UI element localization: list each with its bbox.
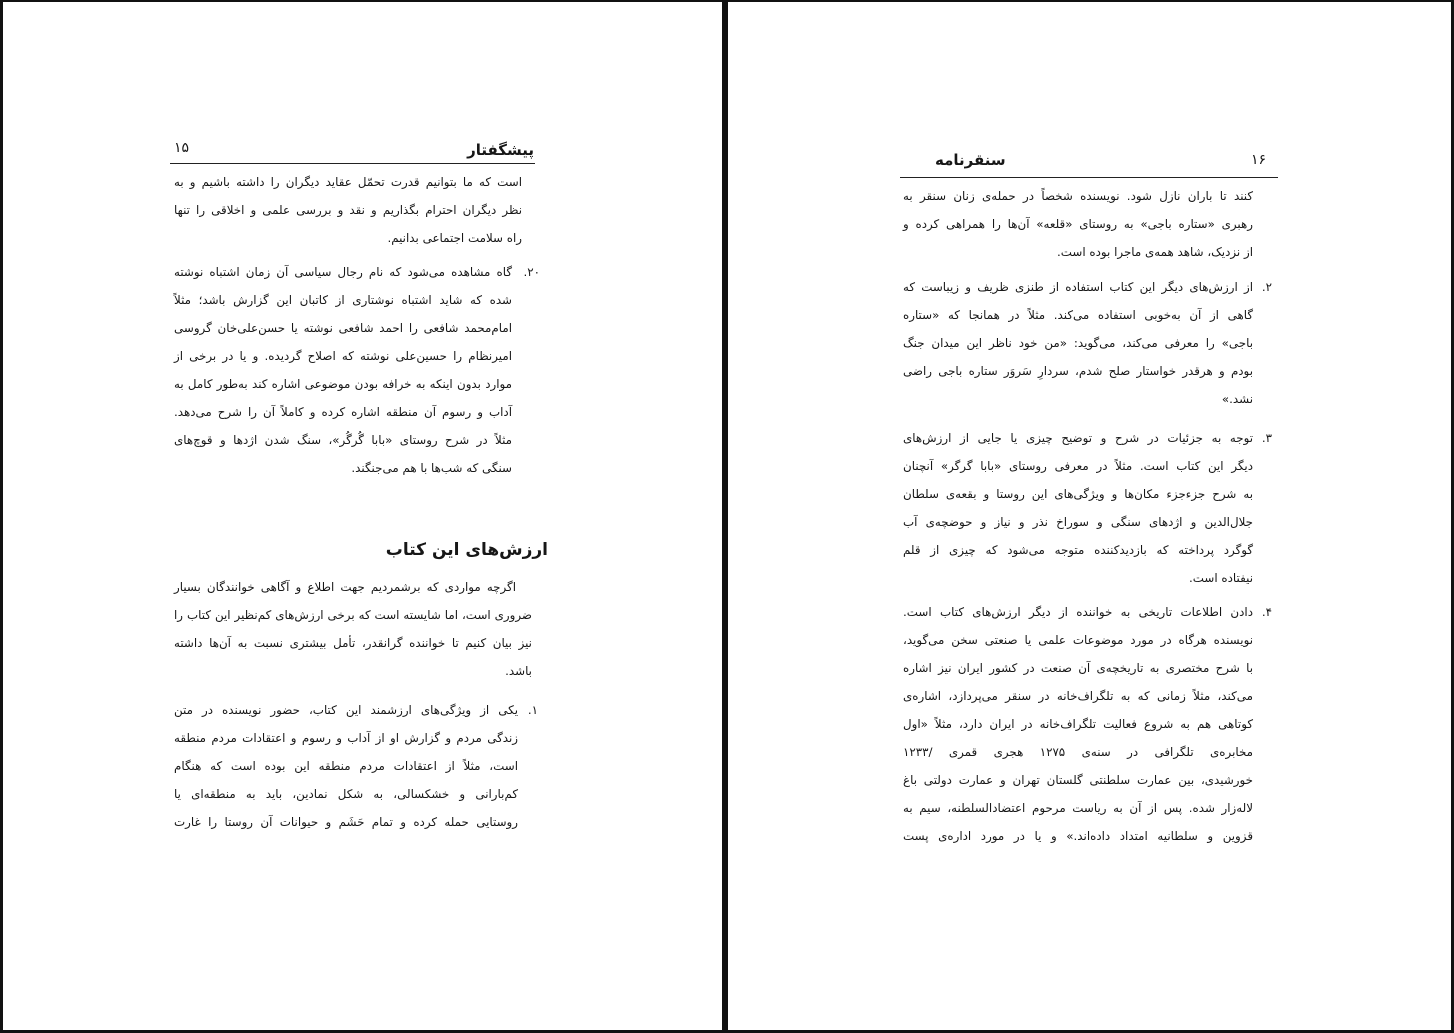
text-line: از نزدیک، شاهد همه‌ی ماجرا بوده است. [1057, 245, 1253, 259]
text-line: شده که شاید اشتباه نوشتاری از کاتبان این گزارش باشد؛ مثلاً [174, 293, 512, 307]
text-line: اگرچه مواردی که برشمردیم جهت اطلاع و آگاهی خوانندگان بسیار [174, 580, 516, 594]
text-line: امام‌محمد شافعی را احمد شافعی نوشته یا حسن‌علی‌خان گروسی [174, 321, 512, 335]
text-line: می‌کند، مثلاً زمانی که به تلگراف‌خانه در سنقر می‌پردازد، اشاره‌ی [903, 689, 1253, 703]
text-line: سنگی که شب‌ها با هم می‌جنگند. [351, 461, 512, 475]
text-line: مخابره‌ی تلگرافی در سنه‌ی ۱۲۷۵ هجری قمری /۱۲۳۳ [903, 745, 1253, 759]
text-line: با شرح مختصری به تاریخچه‌ی آن صنعت در کشور ایران نیز اشاره [903, 661, 1253, 675]
item-number: ۲۰. [523, 265, 540, 279]
text-line: نیز بیان کنیم تا خواننده گرانقدر، تأمل بیشتری نسبت به آن‌ها داشته [174, 636, 532, 650]
text-line: به شرح جزءجزء مکان‌ها و ویژگی‌های این روستا و بقعه‌ی سلطان [903, 487, 1253, 501]
text-line: نویسنده هرگاه در مورد موضوعات علمی یا صنعتی سخن می‌گوید، [903, 633, 1253, 647]
left-page [0, 0, 722, 1033]
carryover-paragraph [903, 182, 1253, 266]
text-line: نظر دیگران احترام بگذاریم و نقد و بررسی علمی و اخلاقی را تنها [174, 203, 522, 217]
text-line: نیفتاده است. [1189, 571, 1253, 585]
text-line: است که ما بتوانیم قدرت تحمّل عقاید دیگران را داشته باشیم و به [174, 175, 522, 189]
text-line: نشد.» [1221, 392, 1253, 406]
text-line: یکی از ویژگی‌های ارزشمند این کتاب، حضور نویسنده در متن [174, 703, 518, 717]
text-line: رهبری «ستاره باجی» به روستای «قلعه» آن‌ها را همراهی کرده و [903, 217, 1253, 231]
section-heading: ارزش‌های این کتاب [385, 540, 548, 560]
text-line: مثلاً در شرح روستای «بابا گُرگُر»، سنگ شدن اژدها و قوچ‌های [174, 433, 512, 447]
text-line: گاه مشاهده می‌شود که نام رجال سیاسی آن زمان اشتباه نوشته [174, 265, 512, 279]
text-line: لاله‌زار شده. پس از آن به ریاست مرحوم اعتضادالسلطنه، سیم به [903, 801, 1253, 815]
text-line: روستایی حمله کرده و تمام حَشَم و حیوانات آن روستا را غارت [174, 815, 518, 829]
text-line: باشد. [505, 664, 532, 678]
text-line: خورشیدی، بین عمارت سلطنتی گلستان تهران و عمارت دولتی باغ [903, 773, 1253, 787]
item-3 [903, 424, 1272, 592]
text-line: کنند تا باران نازل شود. نویسنده شخصاً در حمله‌ی زنان سنقر به [903, 189, 1253, 203]
item-number: ۳. [1261, 431, 1272, 445]
note-20 [174, 258, 540, 482]
text-line: بودم و هرقدر خواستار صلح شدم، سردارِ سَروَر ستاره باجی راضی [903, 364, 1253, 378]
text-line: توجه به جزئیات در شرح و توضیح چیزی یا جایی از ارزش‌های [903, 431, 1253, 445]
text-line: باجی» را معرفی می‌کند، می‌گوید: «من خود ناظر این میدان جنگ [903, 336, 1253, 350]
header-rule [170, 163, 535, 164]
item-2 [903, 273, 1272, 413]
text-line: دادن اطلاعات تاریخی به خواننده از دیگر ارزش‌های کتاب است. [903, 605, 1253, 619]
text-line: گاهی از آن به‌خوبی استفاده می‌کند. مثلاً در همانجا که «ستاره [903, 308, 1253, 322]
item-number: ۴. [1261, 605, 1272, 619]
text-line: است، مثلاً از اعتقادات مردم منطقه این بوده است که هنگام [174, 759, 518, 773]
text-line: گوگرد پرداخته که بازدیدکننده متوجه می‌شود که چیزی از قلم [903, 543, 1253, 557]
text-line: راه سلامت اجتماعی بدانیم. [387, 231, 522, 245]
page-number: ۱۶ [1250, 152, 1266, 168]
item-number: ۲. [1261, 280, 1272, 294]
carryover-paragraph [174, 168, 522, 252]
right-page [728, 0, 1451, 1033]
text-line: قزوین و سلطانیه امتداد داده‌اند.» و یا در مورد اداره‌ی پست [903, 829, 1253, 843]
text-line: ضروری است، اما شایسته است که برخی ارزش‌های کم‌نظیر این کتاب را [174, 608, 532, 622]
item-number: ۱. [527, 703, 538, 717]
header-rule [900, 177, 1278, 178]
text-line: زندگی مردم و گزارش او از آداب و رسوم و اعتقادات مردم منطقه [174, 731, 518, 745]
text-line: کوتاهی هم به شروع فعالیت تلگراف‌خانه در ایران دارد، مثلاً «اول [903, 717, 1253, 731]
text-line: جلال‌الدین و اژدهای سنگی و سوراخ نذر و نیاز و حوضچه‌ی آب [903, 515, 1253, 529]
item-1 [174, 696, 538, 836]
text-line: دیگر این کتاب است. مثلاً در معرفی روستای «بابا گرگر» آنچنان [903, 459, 1253, 473]
running-title: سنقرنامه [935, 151, 1006, 169]
intro-paragraph [174, 573, 532, 685]
text-line: کم‌بارانی و خشکسالی، به شکل نمادین، باید به منطقه‌ای یا [174, 787, 518, 801]
running-title: پیشگفتار [467, 141, 534, 159]
text-line: آداب و رسوم آن منطقه اشاره کرده و کاملاً آن را شرح می‌دهد. [174, 405, 512, 419]
text-line: از ارزش‌های دیگر این کتاب استفاده از طنزی ظریف و زیباست که [903, 280, 1253, 294]
item-4 [903, 598, 1272, 850]
text-line: امیرنظام را حسین‌علی نوشته که اصلاح گردیده. و یا در برخی از [174, 349, 512, 363]
book-spine [722, 0, 728, 1033]
text-line: موارد بدون اینکه به خرافه بودن موضوعی اشاره کند به‌طور کامل به [174, 377, 512, 391]
page-number: ۱۵ [174, 140, 190, 156]
